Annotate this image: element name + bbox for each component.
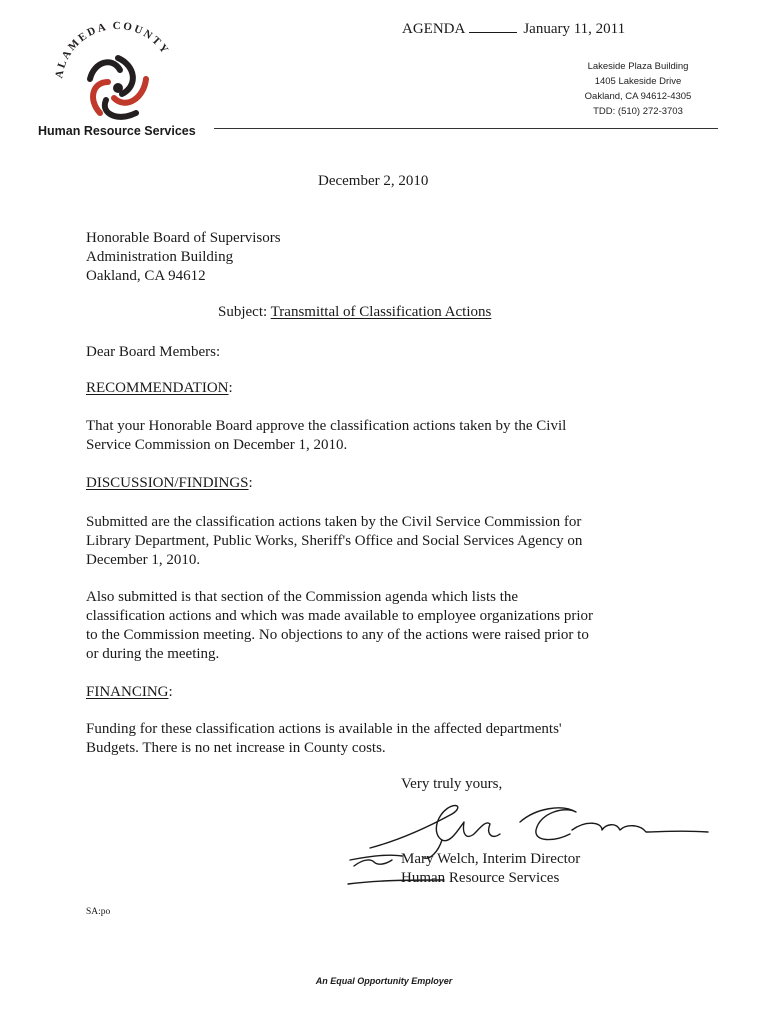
agenda-blank-line	[469, 20, 517, 33]
subject-text: Transmittal of Classification Actions	[270, 304, 492, 320]
agenda-label: AGENDA	[402, 21, 466, 37]
discussion-paragraph: Submitted are the classification actions taken by the Civil Service Commission for Library Department, Public Works, Sheriff's Office and Social Services Agency on December 1, 2010.	[86, 514, 583, 568]
address-tdd: TDD: (510) 272-3703	[593, 106, 683, 117]
footer-tagline: An Equal Opportunity Employer	[315, 976, 453, 986]
recommendation-heading: RECOMMENDATION:	[86, 380, 233, 396]
agenda-date: January 11, 2011	[523, 21, 626, 37]
office-address	[568, 59, 708, 119]
agenda-line	[402, 20, 625, 38]
financing-paragraph: Funding for these classification actions is available in the affected departments' Budgets. There is no net increase in County costs.	[86, 721, 562, 756]
department-name: Human Resource Services	[38, 124, 196, 138]
typist-initials: SA:po	[86, 907, 111, 917]
also-submitted-paragraph: Also submitted is that section of the Commission agenda which lists the classification actions and which was made available to employee organizations prior to the Commission meeting. No objections to any of the actions were raised prior to or during the meeting.	[86, 589, 594, 662]
letter-date: December 2, 2010	[318, 173, 429, 189]
closing: Very truly yours,	[401, 776, 503, 792]
signer-name: Mary Welch, Interim Director	[401, 851, 581, 867]
subject-label: Subject:	[218, 304, 268, 320]
subject-line	[218, 304, 491, 321]
alameda-county-logo	[42, 16, 192, 126]
recipient-line: Honorable Board of Supervisors	[86, 230, 281, 246]
address-street: 1405 Lakeside Drive	[594, 76, 682, 87]
signer-title: Human Resource Services	[401, 870, 560, 886]
financing-heading: FINANCING:	[86, 684, 173, 700]
recommendation-paragraph: That your Honorable Board approve the classification actions taken by the Civil Service Commission on December 1, 2010.	[86, 418, 567, 453]
discussion-heading: DISCUSSION/FINDINGS:	[86, 475, 253, 491]
salutation: Dear Board Members:	[86, 344, 221, 360]
recipient-block	[86, 229, 686, 286]
logo-arc-text: ALAMEDA COUNTY	[53, 19, 172, 80]
address-building: Lakeside Plaza Building	[587, 61, 689, 72]
recipient-line: Administration Building	[86, 249, 234, 265]
recipient-line: Oakland, CA 94612	[86, 268, 206, 284]
svg-text:ALAMEDA COUNTY	[53, 20, 171, 79]
address-city: Oakland, CA 94612-4305	[584, 91, 692, 102]
header-divider	[214, 128, 718, 129]
